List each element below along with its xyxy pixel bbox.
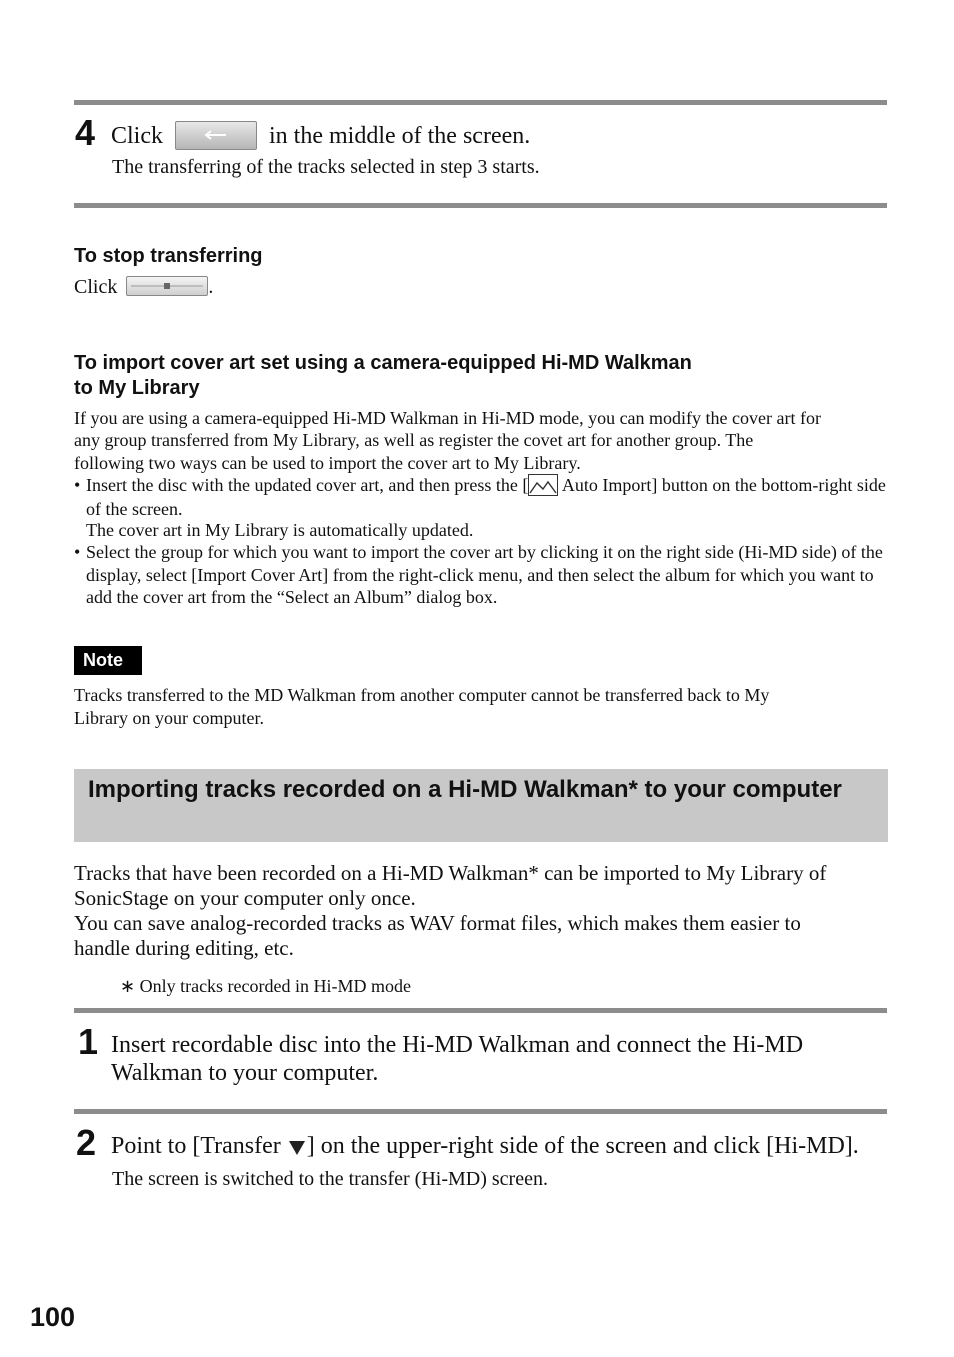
triangle-down-icon: [287, 1136, 307, 1156]
section-para-2-line-2: handle during editing, etc.: [74, 936, 294, 960]
section-heading-band: [74, 769, 888, 842]
bullet-item-1: [74, 474, 889, 520]
cover-art-para-1: If you are using a camera-equipped Hi-MD Walkman in Hi-MD mode, you can modify the cover art for: [74, 408, 821, 428]
step-instruction: [111, 122, 891, 152]
step-number: 4: [75, 112, 96, 153]
stop-instruction: [74, 275, 213, 300]
top-rule: [74, 100, 887, 105]
note-text-1: Tracks transferred to the MD Walkman from another computer cannot be transferred back to My: [74, 685, 770, 705]
bullet-2-text: Select the group for which you want to import the cover art by clicking it on the right side (Hi-MD side) of the display, select [Import Cover Art] from the right-click menu, and then select the album for which you want to add the cover art from the “Select an Album” dialog box.: [86, 542, 883, 607]
step-number: 2: [76, 1122, 97, 1163]
period: .: [208, 276, 214, 298]
transfer-button-image: [175, 121, 257, 150]
cover-art-para-3: following two ways can be used to import the cover art to My Library.: [74, 453, 581, 473]
bullet-1-pre: Insert the disc with the updated cover art, and then press the [: [86, 475, 529, 495]
page-number: 100: [30, 1302, 76, 1332]
bullet-1-post: Auto Import] button on the bottom-right side of the screen.: [86, 475, 886, 519]
section-para-1-line-2: SonicStage on your computer only once.: [74, 886, 416, 910]
stop-button-image: [126, 276, 208, 296]
bullet-mark: •: [74, 542, 81, 562]
cover-art-para-2: any group transferred from My Library, as well as register the covet art for another group. The: [74, 430, 754, 450]
step-2-post: ] on the upper-right side of the screen and click [Hi-MD].: [306, 1133, 859, 1159]
step-1-line-2: Walkman to your computer.: [111, 1060, 379, 1086]
image-icon: [528, 474, 558, 496]
step-detail: The transferring of the tracks selected in step 3 starts.: [112, 156, 540, 178]
bullet-1-detail: The cover art in My Library is automatically updated.: [86, 520, 474, 540]
step-2-pre: Point to [Transfer: [111, 1133, 287, 1159]
section-title: Importing tracks recorded on a Hi-MD Walkman* to your computer: [88, 776, 842, 803]
stop-icon: [127, 277, 207, 295]
step-rule: [74, 1109, 887, 1114]
step-2-detail: The screen is switched to the transfer (Hi-MD) screen.: [112, 1168, 548, 1190]
left-arrow-icon: [176, 122, 256, 149]
note-label: Note: [74, 646, 142, 675]
cover-art-heading-1: To import cover art set using a camera-equipped Hi-MD Walkman: [74, 352, 692, 374]
click-label: Click: [74, 276, 118, 298]
click-label: Click: [111, 123, 163, 149]
bullet-mark: •: [74, 475, 81, 495]
after-button-text: in the middle of the screen.: [269, 123, 531, 149]
step-2-instruction: [111, 1132, 911, 1160]
section-para-1-line-1: Tracks that have been recorded on a Hi-MD Walkman* can be imported to My Library of: [74, 861, 827, 885]
note-text-2: Library on your computer.: [74, 708, 264, 728]
stop-heading: To stop transferring: [74, 245, 263, 267]
step-number: 1: [78, 1021, 99, 1062]
cover-art-heading-2: to My Library: [74, 377, 200, 399]
step-1-line-1: Insert recordable disc into the Hi-MD Walkman and connect the Hi-MD: [111, 1032, 804, 1058]
step-rule: [74, 1008, 887, 1013]
section-para-2-line-1: You can save analog-recorded tracks as WAV format files, which makes them easier to: [74, 911, 801, 935]
footnote: ∗ Only tracks recorded in Hi-MD mode: [120, 976, 412, 996]
bullet-item-2: [74, 541, 889, 609]
section-rule: [74, 203, 887, 208]
